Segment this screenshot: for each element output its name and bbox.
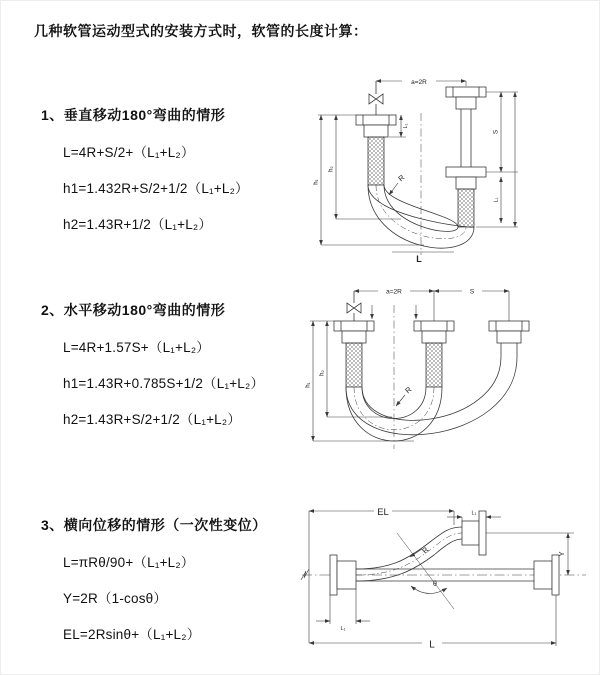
page-title: 几种软管运动型式的安装方式时，软管的长度计算：: [34, 23, 368, 39]
valve-icon: [347, 291, 361, 321]
section-2-formulas: [41, 336, 264, 428]
dim-label-radius: R: [396, 172, 407, 184]
dim-label-h1: h₁: [305, 382, 312, 388]
right-flange-displaced: [462, 511, 486, 555]
centerline-break-mark: [301, 569, 309, 580]
diagram-lateral-displacement: [294, 497, 594, 655]
section-vertical-movement: [41, 105, 249, 233]
radius-leader: [389, 183, 398, 195]
section-2-heading: 2、水平移动180°弯曲的情形: [41, 302, 226, 318]
left-pipe-fitting: [334, 321, 374, 387]
dim-label-angle: θ: [433, 581, 437, 588]
section-horizontal-movement: [41, 300, 264, 428]
left-pipe-fitting: [356, 115, 396, 185]
middle-pipe-fitting: [414, 321, 454, 387]
braided-hose-section: [426, 343, 442, 387]
dim-label-fitting-right: L₁: [493, 197, 500, 203]
section-1-formulas: [41, 141, 249, 233]
dim-label-el: EL: [377, 507, 389, 518]
right-pipe-fitting-lower: [446, 167, 486, 227]
radius-construction-line: [397, 533, 454, 609]
dim-label-h1: h₁: [313, 179, 320, 185]
braided-hose-section: [458, 189, 474, 227]
dim-label-stroke: S: [492, 129, 500, 135]
diagram-vertical-180-bend: [306, 67, 596, 265]
right-pipe-fitting-upper: [446, 87, 486, 109]
dim-fitting-left: [316, 589, 370, 624]
dim-label-length: L: [429, 639, 435, 651]
formula-length: L=4R+1.57S+（L₁+L₂）: [63, 340, 210, 355]
dim-stroke: [476, 92, 518, 227]
section-1-heading: 1、垂直移动180°弯曲的情形: [41, 107, 226, 123]
dim-label-stroke: S: [469, 288, 475, 296]
dim-label-fitting-top: L₁: [471, 510, 477, 517]
valve-icon: [369, 81, 383, 115]
formula-length: L=4R+S/2+（L₁+L₂）: [63, 145, 195, 160]
dim-label-fitting-left: L₁: [403, 123, 409, 129]
formula-y-offset: Y=2R（1-cosθ）: [63, 591, 168, 606]
dim-label-fitting-left: L₁: [340, 626, 346, 632]
formula-h2: h2=1.43R+S/2+1/2（L₁+L₂）: [63, 412, 242, 427]
formula-h2: h2=1.43R+1/2（L₁+L₂）: [63, 217, 213, 232]
formula-el: EL=2Rsinθ+（L₁+L₂）: [63, 627, 201, 642]
dim-label-radius: R: [403, 384, 414, 396]
dim-label-offset: Y: [557, 551, 566, 557]
dim-label-h2: h₂: [319, 370, 326, 376]
formula-h1: h1=1.432R+S/2+1/2（L₁+L₂）: [63, 181, 249, 196]
section-lateral-displacement: [41, 515, 267, 643]
formula-h1: h1=1.43R+0.785S+1/2（L₁+L₂）: [63, 376, 265, 391]
dim-label-radius: R: [420, 545, 431, 556]
hose-displaced-position: [356, 527, 462, 581]
dim-label-h2: h₂: [328, 166, 335, 172]
dim-span: [354, 288, 509, 321]
diagram-horizontal-180-bend: [302, 277, 597, 462]
section-3-heading: 3、横向位移的情形（一次性变位）: [41, 517, 267, 533]
dim-length: [309, 595, 556, 646]
formula-length: L=πRθ/90+（L₁+L₂）: [63, 555, 195, 570]
radius-leader: [396, 395, 405, 406]
dim-label-span: a=2R: [386, 288, 402, 296]
left-flange: [330, 555, 356, 595]
section-3-formulas: [41, 551, 267, 643]
braided-hose-section: [346, 343, 362, 387]
right-pipe-fitting-moved: [489, 321, 529, 357]
braided-hose-section: [368, 137, 384, 185]
dim-label-length: L: [416, 254, 422, 264]
dim-label-span: a=2R: [411, 79, 427, 86]
right-flange-original: [534, 555, 559, 595]
